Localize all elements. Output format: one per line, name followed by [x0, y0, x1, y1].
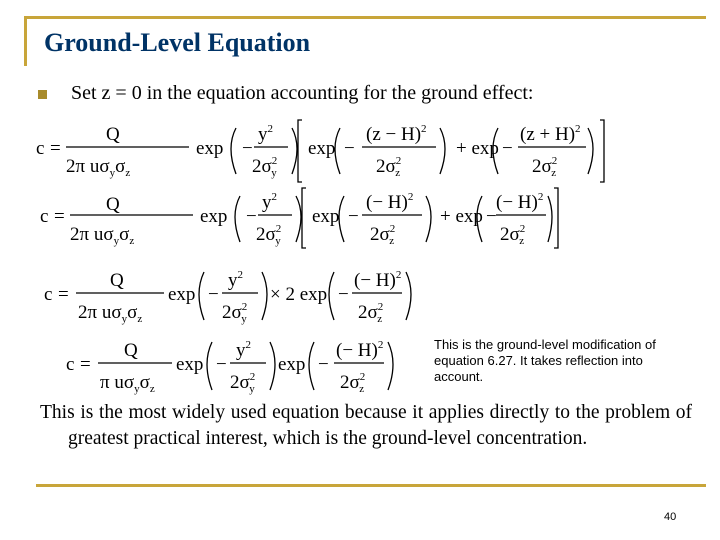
svg-text:Q: Q: [110, 270, 124, 291]
svg-text:2σ2y: $2\sigma^2$ y: [230, 371, 256, 395]
svg-text:(− H)2: (− H)$^2$: [366, 191, 414, 213]
svg-text:2σ2z: $2\sigma^2$ z: [370, 223, 396, 247]
svg-text:−: −: [246, 206, 257, 227]
svg-text:c: c: [44, 284, 53, 305]
svg-text:(− H)2: (− H)$^2$: [496, 191, 544, 213]
side-note: This is the ground-level modification of equation 6.27. It takes reflection into account.: [434, 337, 656, 384]
frame-top-rule: [24, 16, 706, 19]
equation-4-graphic: [66, 332, 416, 398]
svg-text:Q: Q: [124, 340, 138, 361]
svg-text:−: −: [318, 354, 329, 375]
slide-title: Ground-Level Equation: [44, 28, 311, 57]
page-number: 40: [664, 511, 677, 523]
svg-text:−: −: [208, 284, 219, 305]
svg-text:2σ2y: $2\sigma^2$ y: [222, 301, 248, 325]
svg-text:2σ2z: $2\sigma^2$ z: [340, 371, 366, 395]
svg-text:2σ2y: $2\sigma^2$ y: [256, 223, 282, 247]
equation-4: [66, 332, 416, 404]
svg-text:Q: Q: [106, 194, 120, 215]
svg-text:−: −: [348, 206, 359, 227]
bullet-item: [38, 82, 533, 105]
svg-text:π uσyσz: π $u\sigma_y\sigma_z$: [100, 372, 155, 395]
svg-text:+ exp: + exp: [456, 138, 499, 159]
svg-text:y2: $y^2$: [236, 339, 251, 361]
svg-text:−: −: [338, 284, 349, 305]
svg-text:2σ2z: $2\sigma^2$ z: [532, 155, 558, 179]
frame-left-rule: [24, 16, 27, 66]
svg-text:−: −: [486, 206, 497, 227]
svg-text:2π uσyσz: 2π $u\sigma_y\sigma_z$: [66, 156, 131, 179]
equation-1-graphic: [36, 112, 596, 182]
svg-text:=: =: [50, 138, 61, 159]
svg-text:=: =: [58, 284, 69, 305]
svg-text:=: =: [80, 354, 91, 375]
svg-text:exp: exp: [176, 354, 204, 375]
svg-text:y2: $y^2$: [258, 123, 273, 145]
svg-text:−: −: [344, 138, 355, 159]
svg-text:exp: exp: [312, 206, 340, 227]
svg-text:−: −: [502, 138, 513, 159]
svg-text:c: c: [40, 206, 49, 227]
equation-2: [40, 182, 560, 258]
svg-text:(z + H)2: $(z + H)^2$: [520, 123, 581, 145]
svg-text:2π uσyσz: 2π $u\sigma_y\sigma_z$: [78, 302, 143, 325]
svg-text:Q: Q: [106, 124, 120, 145]
bullet-square-icon: [38, 90, 47, 99]
svg-text:(− H)2: (− H)$^2$: [336, 339, 384, 361]
equation-2-graphic: [40, 182, 560, 252]
svg-text:2π uσyσz: 2π $u\sigma_y\sigma_z$: [70, 224, 135, 247]
svg-text:(z − H)2: $(z - H)^2$: [366, 123, 427, 145]
equation-3-graphic: [44, 262, 424, 328]
svg-text:c: c: [36, 138, 45, 159]
svg-text:y2: $y^2$: [262, 191, 277, 213]
body-paragraph: This is the most widely used equation because it applies directly to the problem of greatest practical interest, which is the ground-level concentration.: [40, 402, 692, 449]
svg-text:2σ2z: $2\sigma^2$ z: [376, 155, 402, 179]
svg-text:2σ2z: $2\sigma^2$ z: [358, 301, 384, 325]
svg-text:× 2 exp: × 2 exp: [270, 284, 328, 305]
svg-text:exp: exp: [278, 354, 306, 375]
svg-text:exp: exp: [200, 206, 228, 227]
frame-bottom-rule: [36, 484, 706, 487]
svg-text:c: c: [66, 354, 75, 375]
equation-3: [44, 262, 424, 334]
svg-text:(− H)2: (− H)$^2$: [354, 269, 402, 291]
svg-text:exp: exp: [308, 138, 336, 159]
svg-text:2σ2z: $2\sigma^2$ z: [500, 223, 526, 247]
svg-text:exp: exp: [196, 138, 224, 159]
svg-text:=: =: [54, 206, 65, 227]
bullet-text: Set z = 0 in the equation accounting for the ground effect:: [71, 82, 534, 104]
svg-text:2σ2y: $2\sigma^2$ y: [252, 155, 278, 179]
svg-text:−: −: [216, 354, 227, 375]
equation-1: [36, 112, 596, 188]
svg-text:exp: exp: [168, 284, 196, 305]
svg-text:+ exp: + exp: [440, 206, 483, 227]
svg-text:−: −: [242, 138, 253, 159]
svg-text:y2: $y^2$: [228, 269, 243, 291]
